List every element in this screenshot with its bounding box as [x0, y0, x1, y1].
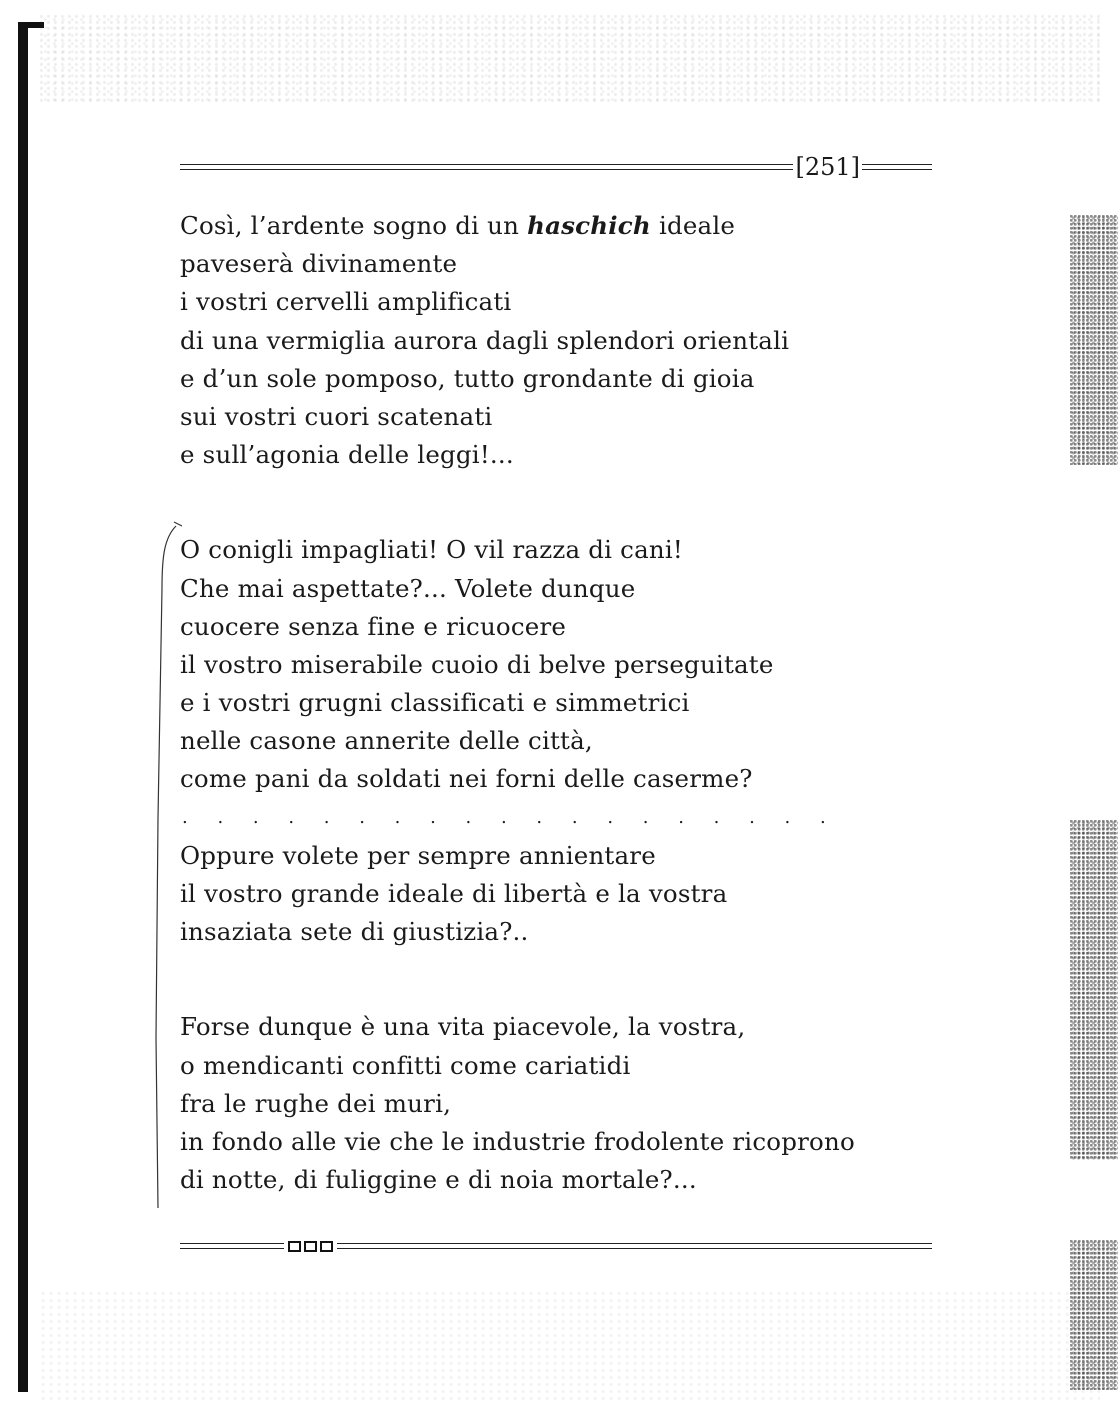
poem-line-text: e sull’agonia delle leggi!... [180, 440, 514, 470]
poem-line-text: sui vostri cuori scatenati [180, 401, 493, 431]
scan-noise-bottom [40, 1290, 1100, 1400]
poem-line [180, 1085, 920, 1123]
poem-line [180, 1047, 920, 1085]
scan-shadow-right-2 [1070, 820, 1118, 1160]
poem-line-text: nelle casone annerite delle città, [180, 726, 593, 756]
poem-line-text: e d’un sole pomposo, tutto grondante di gioia [180, 363, 755, 393]
stanza-2 [180, 531, 920, 951]
poem-line [180, 913, 920, 951]
poem-line [180, 760, 920, 798]
ellipsis-dots-row: . . . . . . . . . . . . . . . . . . . [182, 806, 838, 828]
poem-line [180, 360, 920, 398]
poem-line-text: Oppure volete per sempre annientare [180, 840, 656, 870]
poem-line [180, 570, 920, 608]
ornament-square [288, 1241, 301, 1252]
poem-line [180, 283, 920, 321]
scan-shadow-right-3 [1070, 1240, 1118, 1390]
poem-line-text: Così, l’ardente sogno di un [180, 211, 528, 240]
stanza-1 [180, 207, 920, 474]
poem-line [180, 207, 920, 245]
poem-line-text: O conigli impagliati! O vil razza di cani! [180, 535, 683, 565]
poem-line-text: fra le rughe dei muri, [180, 1088, 452, 1118]
poem-line [180, 837, 920, 875]
poem-line [180, 722, 920, 760]
ornament-square [320, 1241, 333, 1252]
poem-line-text: e i vostri grugni classificati e simmetrici [180, 688, 690, 718]
poem-line [180, 531, 920, 569]
poem-line [180, 322, 920, 360]
page-footer-rule [180, 1238, 932, 1254]
poem-line [180, 1161, 920, 1199]
binding-edge [18, 22, 28, 1392]
poem-line-text: di una vermiglia aurora dagli splendori orientali [180, 325, 790, 355]
page-header-rule [180, 153, 932, 181]
footer-double-line-left [180, 1243, 284, 1249]
stanza-3 [180, 1008, 920, 1199]
handwritten-margin-bracket [152, 518, 182, 1208]
poem-line [180, 608, 920, 646]
scan-shadow-right-1 [1070, 215, 1118, 465]
footer-double-line-right [337, 1243, 932, 1249]
poem-line-text: il vostro miserabile cuoio di belve perseguitate [180, 649, 774, 679]
poem-line-text: i vostri cervelli amplificati [180, 287, 512, 317]
poem-line [180, 646, 920, 684]
footer-ornament [284, 1241, 337, 1252]
poem-line-text: Forse dunque è una vita piacevole, la vostra, [180, 1012, 746, 1042]
poem-line-text: Che mai aspettate?... Volete dunque [180, 573, 636, 603]
ornament-square [304, 1241, 317, 1252]
poem-line [180, 1008, 920, 1046]
poem-line-italic: haschich [527, 211, 651, 240]
poem-line [180, 684, 920, 722]
poem-line [180, 1123, 920, 1161]
poem-line [180, 398, 920, 436]
poem-line-text: paveserà divinamente [180, 249, 458, 279]
poem-line-text: in fondo alle vie che le industrie frodolente ricoprono [180, 1126, 855, 1156]
poem-line [180, 245, 920, 283]
scan-noise-top [40, 14, 1100, 104]
poem-body [180, 207, 920, 1199]
poem-line-text: come pani da soldati nei forni delle caserme? [180, 764, 753, 794]
poem-line [180, 875, 920, 913]
poem-line-text: cuocere senza fine e ricuocere [180, 611, 567, 641]
poem-line [180, 436, 920, 474]
binding-edge-cap [18, 22, 44, 28]
poem-line-text: il vostro grande ideale di libertà e la vostra [180, 879, 728, 908]
page-number: [251] [795, 153, 860, 181]
poem-line-text: o mendicanti confitti come cariatidi [180, 1050, 631, 1080]
poem-line-text: di notte, di fuliggine e di noia mortale?... [180, 1165, 697, 1195]
header-double-line-right [862, 164, 932, 170]
poem-line-text: ideale [650, 211, 736, 240]
poem-line-text: insaziata sete di giustizia?.. [180, 917, 529, 947]
header-double-line [180, 164, 793, 170]
